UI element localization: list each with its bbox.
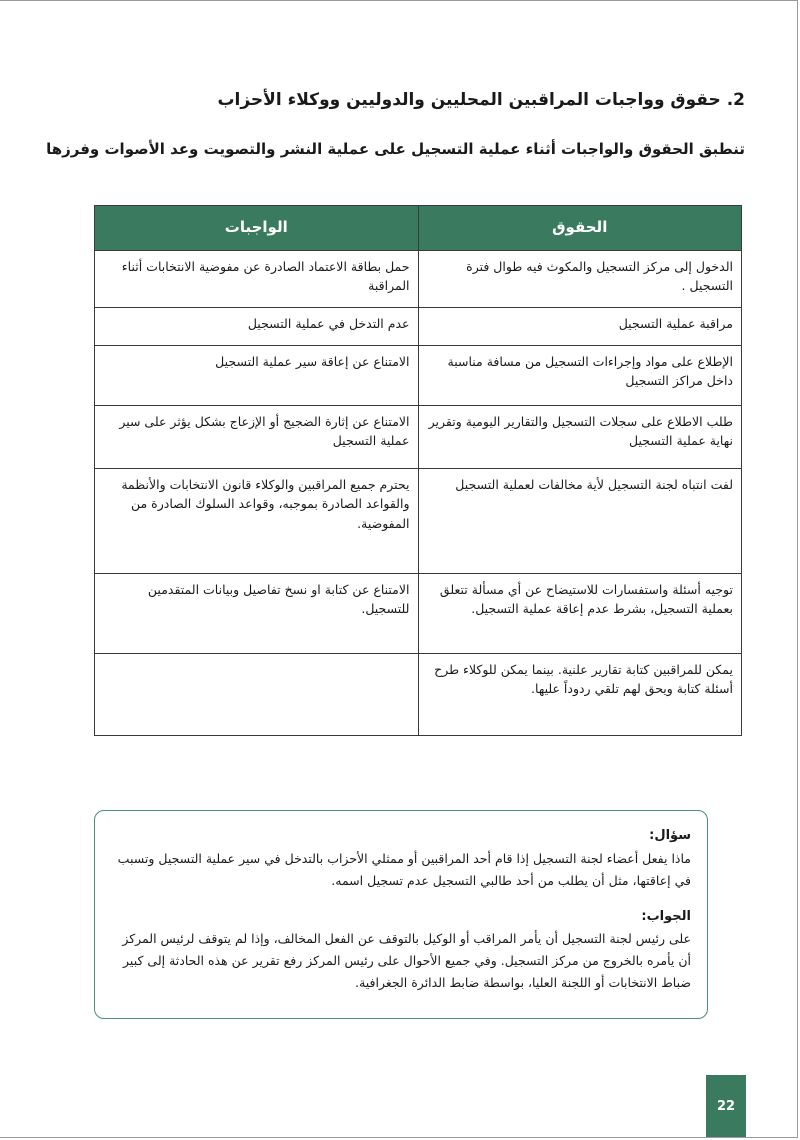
header-rights: الحقوق [418,206,742,251]
section-heading: 2. حقوق وواجبات المراقبين المحليين والدوليين ووكلاء الأحزاب [217,90,745,110]
answer-text: على رئيس لجنة التسجيل أن يأمر المراقب أو الوكيل بالتوقف عن الفعل المخالف، وإذا لم يتوقف لرئيس المركز أن يأمره بالخروج من مركز التسجيل. وفي جميع الأحوال على رئيس المركز رفع تقرير عن هذه الحادثة إلى كبير ضباط الانتخابات أو اللجنة العليا، بواسطة ضابط الدائرة الجغرافية. [122,931,691,990]
table-row [95,469,742,574]
duty-cell: حمل بطاقة الاعتماد الصادرة عن مفوضية الانتخابات أثناء المراقبة [95,251,419,308]
question-text: ماذا يفعل أعضاء لجنة التسجيل إذا قام أحد المراقبين أو ممثلي الأحزاب بالتدخل في سير عملية التسجيل وتسبب في إعاقتها، مثل أن يطلب من أحد طالبي التسجيل عدم تسجيل اسمه. [117,850,691,888]
table-row [95,308,742,346]
header-duties: الواجبات [95,206,419,251]
table-row [95,406,742,469]
duty-cell [95,654,419,736]
table-header-row [95,206,742,251]
page-number: 22 [706,1075,746,1137]
right-cell: الدخول إلى مركز التسجيل والمكوث فيه طوال فترة التسجيل . [418,251,742,308]
right-cell: توجيه أسئلة واستفسارات للاستيضاح عن أي مسألة تتعلق بعملية التسجيل، بشرط عدم إعاقة عملية التسجيل. [418,574,742,654]
table-row [95,251,742,308]
right-cell: طلب الاطلاع على سجلات التسجيل والتقارير اليومية وتقرير نهاية عملية التسجيل [418,406,742,469]
duty-cell: يحترم جميع المراقبين والوكلاء قانون الانتخابات والأنظمة والقواعد الصادرة بموجبه، وقواعد السلوك الصادرة من المفوضية. [95,469,419,574]
table-row [95,654,742,736]
answer-label: الجواب: [641,908,691,924]
right-cell: لفت انتباه لجنة التسجيل لأية مخالفات لعملية التسجيل [418,469,742,574]
right-cell: يمكن للمراقبين كتابة تقارير علنية. بينما يمكن للوكلاء طرح أسئلة كتابة ويحق لهم تلقي ردوداً عليها. [418,654,742,736]
table-row [95,346,742,406]
duty-cell: الامتناع عن إثارة الضجيج أو الإزعاج بشكل يؤثر على سير عملية التسجيل [95,406,419,469]
question-label: سؤال: [649,828,691,843]
duty-cell: الامتناع عن إعاقة سير عملية التسجيل [95,346,419,406]
duty-cell: الامتناع عن كتابة او نسخ تفاصيل وبيانات المتقدمين للتسجيل. [95,574,419,654]
rights-duties-table [94,205,742,736]
right-cell: الإطلاع على مواد وإجراءات التسجيل من مسافة مناسبة داخل مراكز التسجيل [418,346,742,406]
question-answer-box [94,810,708,1019]
duty-cell: عدم التدخل في عملية التسجيل [95,308,419,346]
right-cell: مراقبة عملية التسجيل [418,308,742,346]
table-row [95,574,742,654]
section-subheading: تنطبق الحقوق والواجبات أثناء عملية التسجيل على عملية النشر والتصويت وعد الأصوات وفرزها [46,140,745,158]
